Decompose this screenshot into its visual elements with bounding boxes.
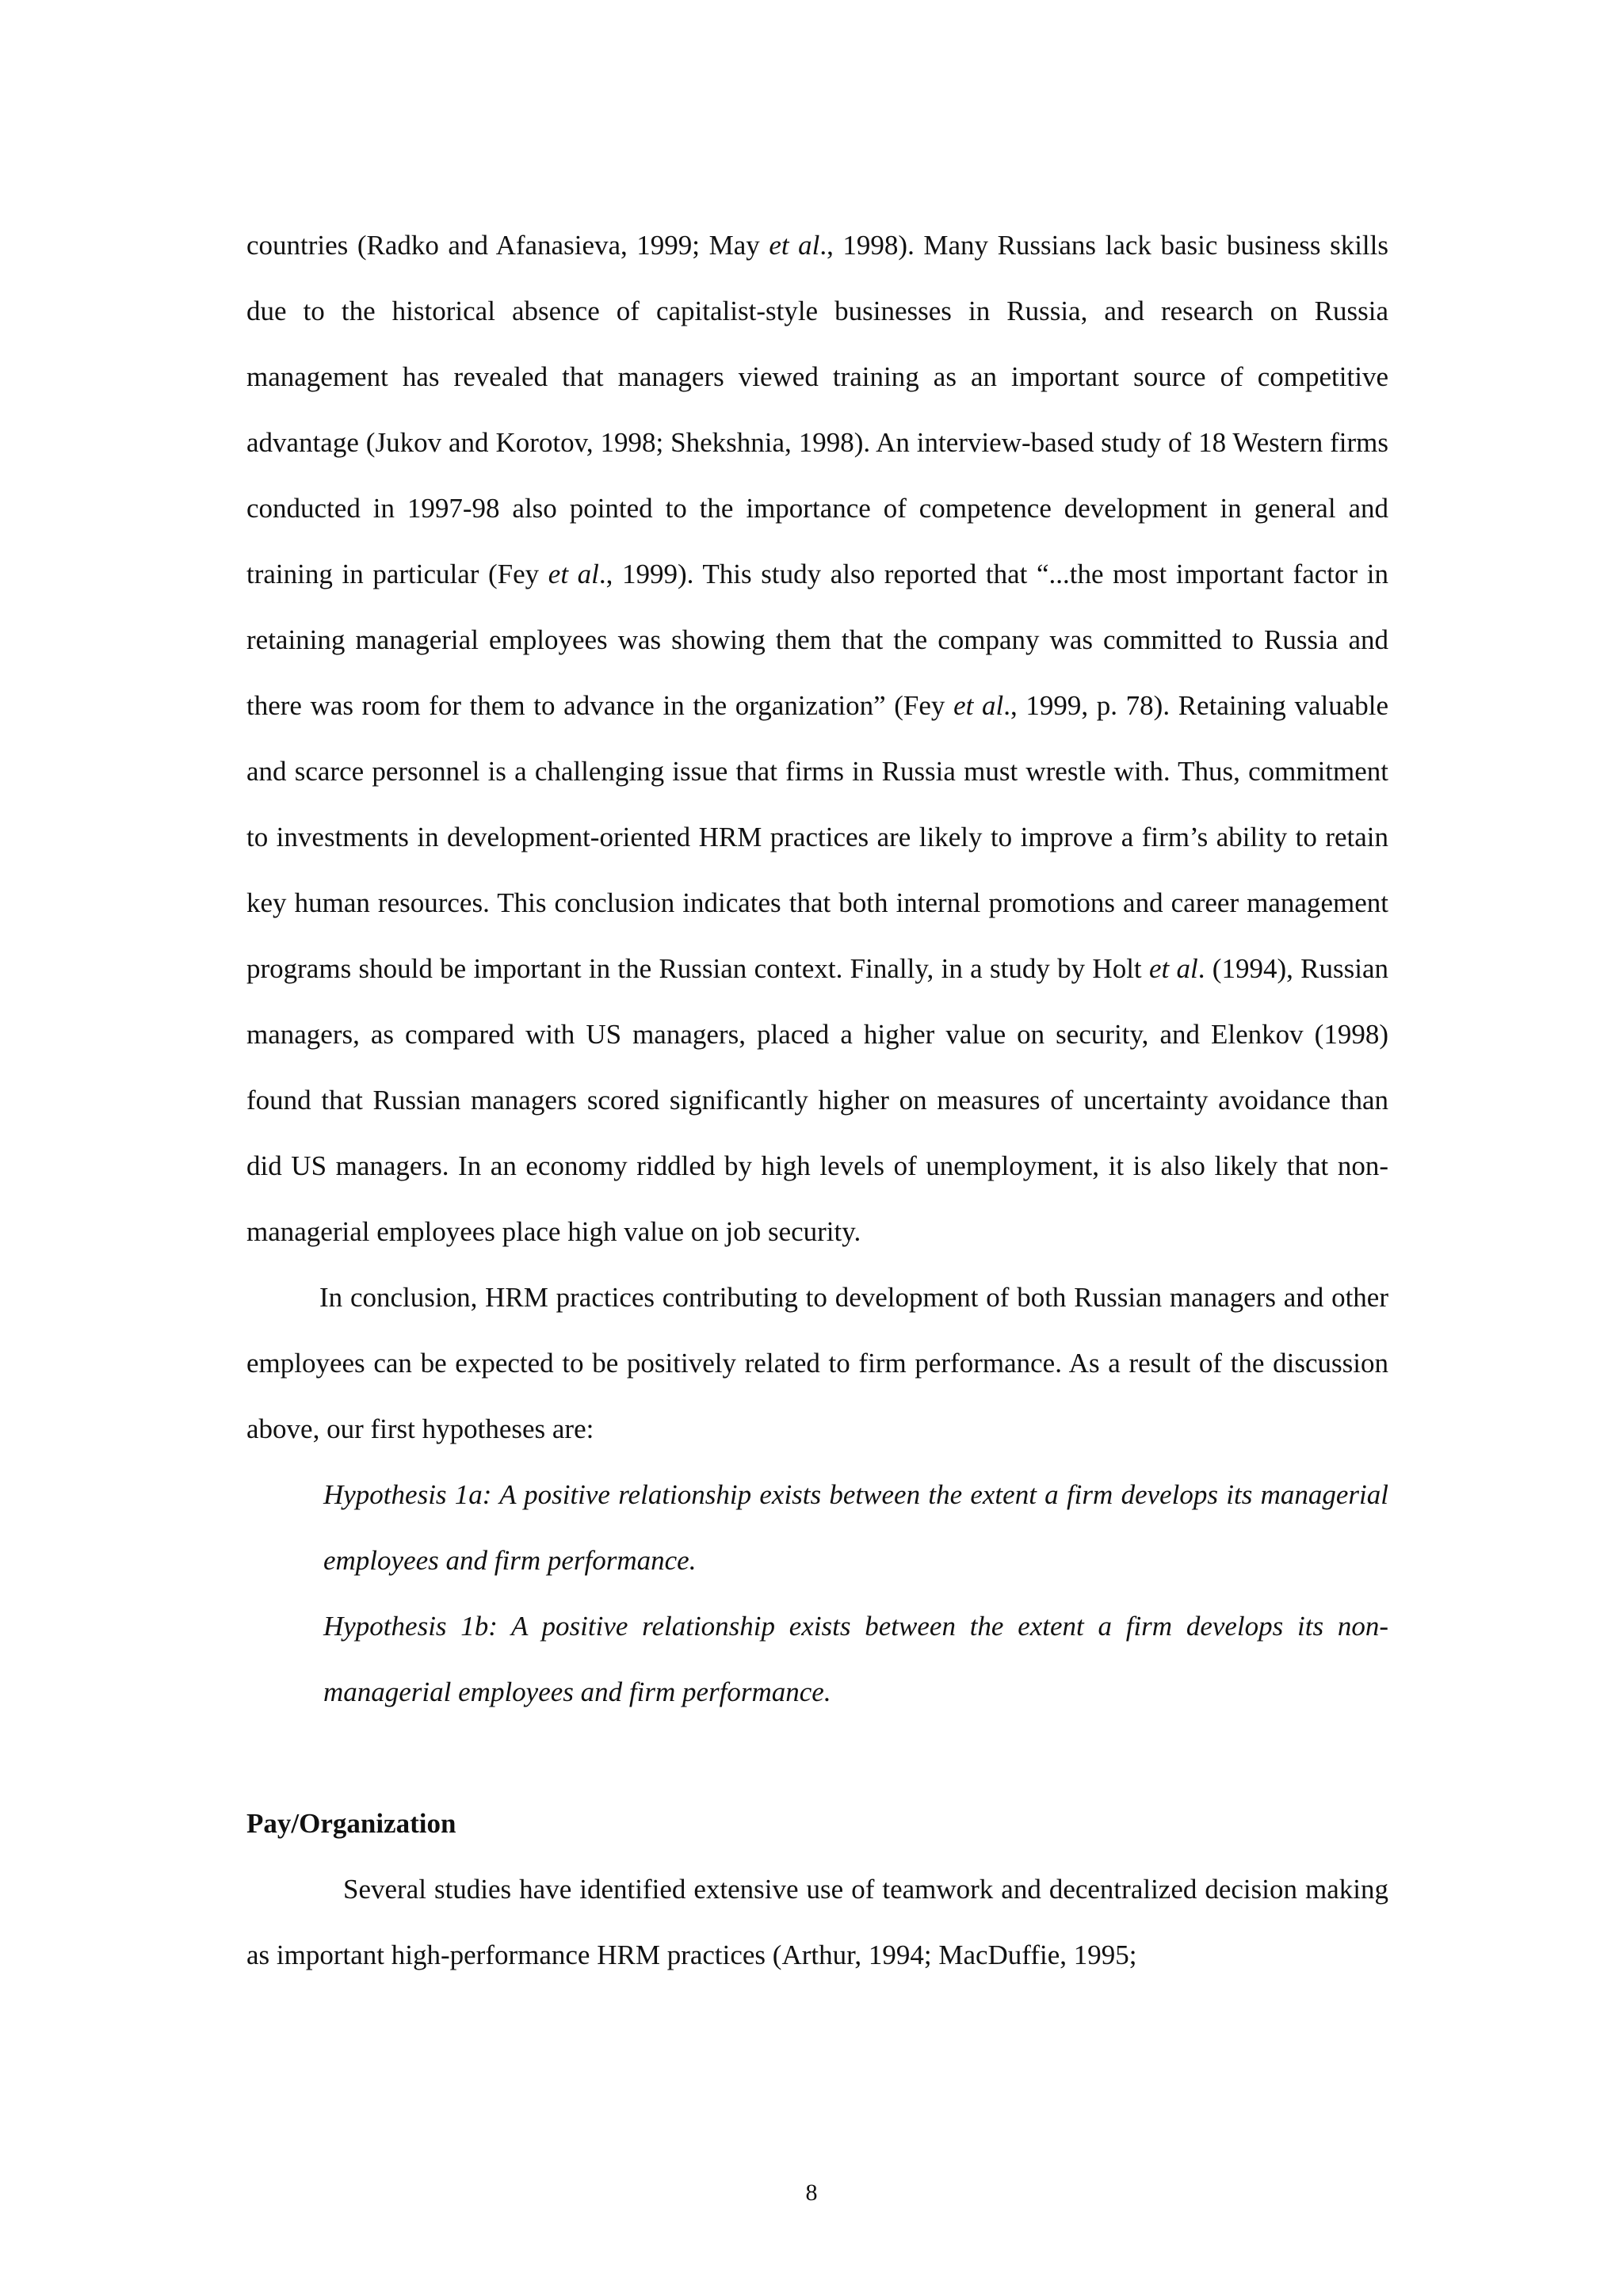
italic-citation: et al [769,230,820,261]
text-run: ., 1999, p. 78). Retaining valuable and scarce personnel is a challenging issue that firms in Russia must wrestle with. Thus, commitment to investments in development-oriented HRM practices are likely to improve a firm’s ability to retain key human resources. This conclusion indicates that both internal promotions and career management programs should be important in the Russian context. Finally, in a study by Holt [246,690,1389,984]
section-heading: Pay/Organization [246,1808,456,1839]
italic-citation: et al [548,559,599,589]
text-run: . (1994), Russian managers, as compared with US managers, placed a higher value on security, and Elenkov (1998) found that Russian managers scored significantly higher on measures of uncertainty avoidance than did US managers. In an economy riddled by high levels of unemployment, it is also likely that non-managerial employees place high value on job security. [246,953,1389,1247]
paragraph-development-russia [246,212,1388,1264]
page-number: 8 [805,2180,818,2206]
page-body [246,212,1388,1988]
italic-citation: et al [953,690,1004,721]
text-run: countries (Radko and Afanasieva, 1999; May [246,230,769,261]
paragraph-pay-organization: Several studies have identified extensive use of teamwork and decentralized decision making as important high-performance HRM practices (Arthur, 1994; MacDuffie, 1995; [246,1874,1388,1970]
hypothesis-1b: Hypothesis 1b: A positive relationship exists between the extent a firm develops its non-managerial employees and firm performance. [323,1611,1388,1707]
text-run: ., 1998). Many Russians lack basic business skills due to the historical absence of capitalist-style businesses in Russia, and research on Russia management has revealed that managers viewed training as an important source of competitive advantage (Jukov and Korotov, 1998; Shekshnia, 1998). An interview-based study of 18 Western firms conducted in 1997-98 also pointed to the importance of competence development in general and training in particular (Fey [246,230,1389,589]
text-run: ., 1999). This study also reported that “...the most important factor in retaining managerial employees was showing them that the company was committed to Russia and there was room for them to advance in the organization” (Fey [246,559,1388,721]
paragraph-conclusion: In conclusion, HRM practices contributing to development of both Russian managers and other employees can be expected to be positively related to firm performance. As a result of the discussion above, our first hypotheses are: [246,1282,1388,1444]
hypothesis-1a: Hypothesis 1a: A positive relationship exists between the extent a firm develops its managerial employees and firm performance. [323,1479,1388,1576]
italic-citation: et al [1148,953,1198,984]
